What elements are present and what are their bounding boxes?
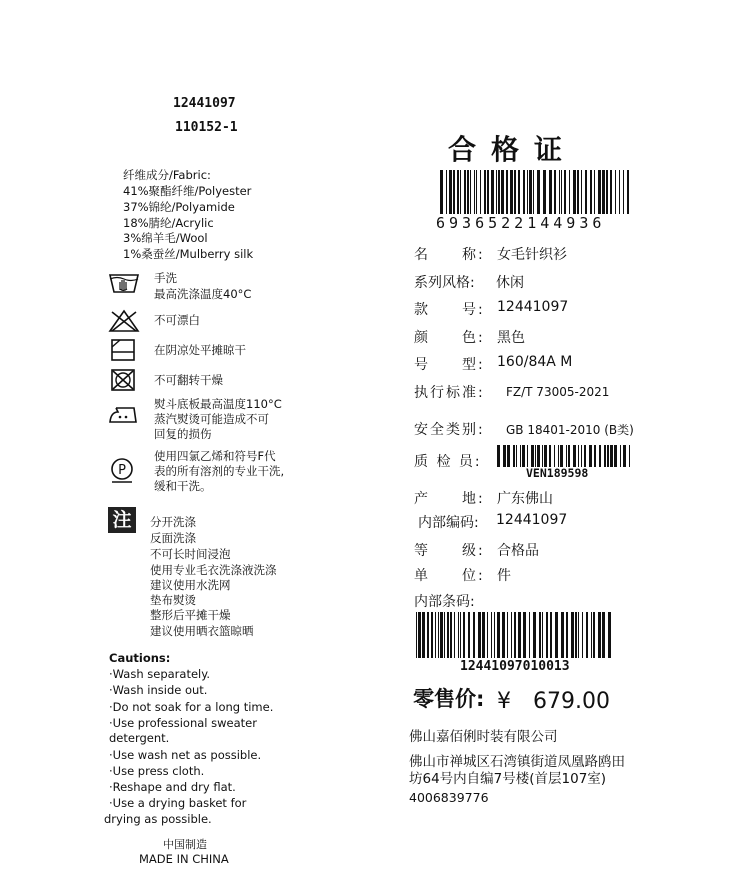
made-in-cn: 中国制造 [163, 838, 207, 851]
price-label: 零售价: [413, 687, 485, 711]
company-name: 佛山嘉佰俐时装有限公司 [409, 729, 558, 745]
caution-line: ·Reshape and dry flat. [109, 780, 236, 794]
no-tumble-dry-icon [108, 368, 140, 392]
note-symbol: 注 [108, 507, 136, 533]
field-label: 等 级: [414, 543, 485, 559]
fabric-line: 1%桑蚕丝/Mulberry silk [123, 247, 254, 261]
field-value: 合格品 [497, 543, 539, 559]
fabric-line: 37%锦纶/Polyamide [123, 200, 235, 214]
caution-line: ·Use press cloth. [109, 764, 205, 778]
care-text: 表的所有溶剂的专业干洗, [154, 464, 285, 478]
field-value: 160/84A M [497, 354, 573, 370]
field-value: 广东佛山 [497, 491, 553, 507]
field-label: 号 型: [414, 357, 485, 373]
note-line: 不可长时间浸泡 [150, 547, 231, 561]
fabric-line: 18%腈纶/Acrylic [123, 216, 214, 230]
care-text: 回复的损伤 [154, 427, 212, 441]
care-text: 缓和干洗。 [154, 479, 212, 493]
field-label: 名 称: [414, 247, 485, 263]
field-label: 单 位: [414, 568, 485, 584]
caution-line: detergent. [109, 731, 170, 745]
field-label: 执行标准: [414, 385, 485, 401]
field-label: 款 号: [414, 302, 485, 318]
inspector-barcode [497, 445, 633, 467]
svg-text:P: P [118, 463, 126, 478]
field-value: FZ/T 73005-2021 [506, 385, 610, 399]
certificate-title: 合格证 [448, 133, 578, 166]
field-value: 12441097 [497, 299, 569, 315]
field-label: 内部编码: [418, 515, 479, 531]
field-label: 产 地: [414, 491, 485, 507]
caution-line: ·Do not soak for a long time. [109, 700, 274, 714]
field-value: GB 18401-2010 (B类) [506, 423, 634, 437]
iron-medium-icon [108, 402, 140, 426]
care-text: 最高洗涤温度40°C [154, 287, 252, 301]
internal-barcode [416, 612, 614, 658]
field-label: 质 检 员: [414, 454, 482, 470]
price-value: ¥ 679.00 [497, 689, 610, 714]
note-line: 分开洗涤 [150, 515, 196, 529]
note-line: 垫布熨烫 [150, 593, 196, 607]
caution-line: ·Use professional sweater [109, 716, 257, 730]
batch-code: 110152-1 [175, 120, 238, 135]
field-value: 黑色 [497, 330, 525, 346]
field-label: 安全类别: [414, 422, 485, 438]
note-line: 反面洗涤 [150, 531, 196, 545]
field-label: 颜 色: [414, 330, 485, 346]
care-text: 在阴凉处平摊晾干 [154, 343, 246, 357]
care-text: 手洗 [154, 271, 177, 285]
barcode-number: 6936522144936 [436, 214, 606, 232]
field-value: 休闲 [496, 275, 524, 291]
field-label: 系列风格: [414, 275, 475, 291]
hand-wash-icon [108, 270, 140, 294]
field-value: 12441097 [496, 512, 568, 528]
note-line: 建议使用水洗网 [150, 578, 231, 592]
note-line: 整形后平摊干燥 [150, 608, 231, 622]
professional-dryclean-p-icon [108, 456, 140, 484]
care-text: 使用四氯乙烯和符号F代 [154, 449, 276, 463]
cautions-heading: Cautions: [109, 651, 171, 665]
caution-line: drying as possible. [104, 812, 212, 826]
field-label: 内部条码: [414, 594, 475, 610]
care-text: 熨斗底板最高温度110°C [154, 397, 282, 411]
caution-line: ·Use a drying basket for [109, 796, 247, 810]
shade-flat-dry-icon [108, 338, 140, 362]
care-text: 不可漂白 [154, 313, 200, 327]
note-line: 使用专业毛衣洗涤液洗涤 [150, 563, 277, 577]
phone-number: 4006839776 [409, 790, 489, 805]
field-value: 件 [497, 568, 511, 584]
field-value: 女毛针织衫 [497, 247, 567, 263]
internal-barcode-number: 12441097010013 [460, 659, 570, 674]
care-text: 不可翻转干燥 [154, 373, 223, 387]
fabric-line: 3%绵羊毛/Wool [123, 231, 208, 245]
address-line: 佛山市禅城区石湾镇街道凤凰路鸥田 [409, 754, 625, 770]
fabric-line: 41%聚酯纤维/Polyester [123, 184, 252, 198]
caution-line: ·Use wash net as possible. [109, 748, 262, 762]
care-text: 蒸汽熨烫可能造成不可 [154, 412, 269, 426]
product-barcode [440, 170, 630, 214]
made-in-en: MADE IN CHINA [139, 852, 229, 866]
note-line: 建议使用晒衣篮晾晒 [150, 624, 254, 638]
caution-line: ·Wash separately. [109, 667, 211, 681]
address-line: 坊64号内自编7号楼(首层107室) [409, 771, 607, 787]
no-bleach-icon [108, 309, 140, 333]
style-code: 12441097 [173, 96, 236, 111]
fabric-heading: 纤维成分/Fabric: [123, 168, 211, 182]
inspector-id: VEN189598 [526, 466, 589, 480]
caution-line: ·Wash inside out. [109, 683, 208, 697]
